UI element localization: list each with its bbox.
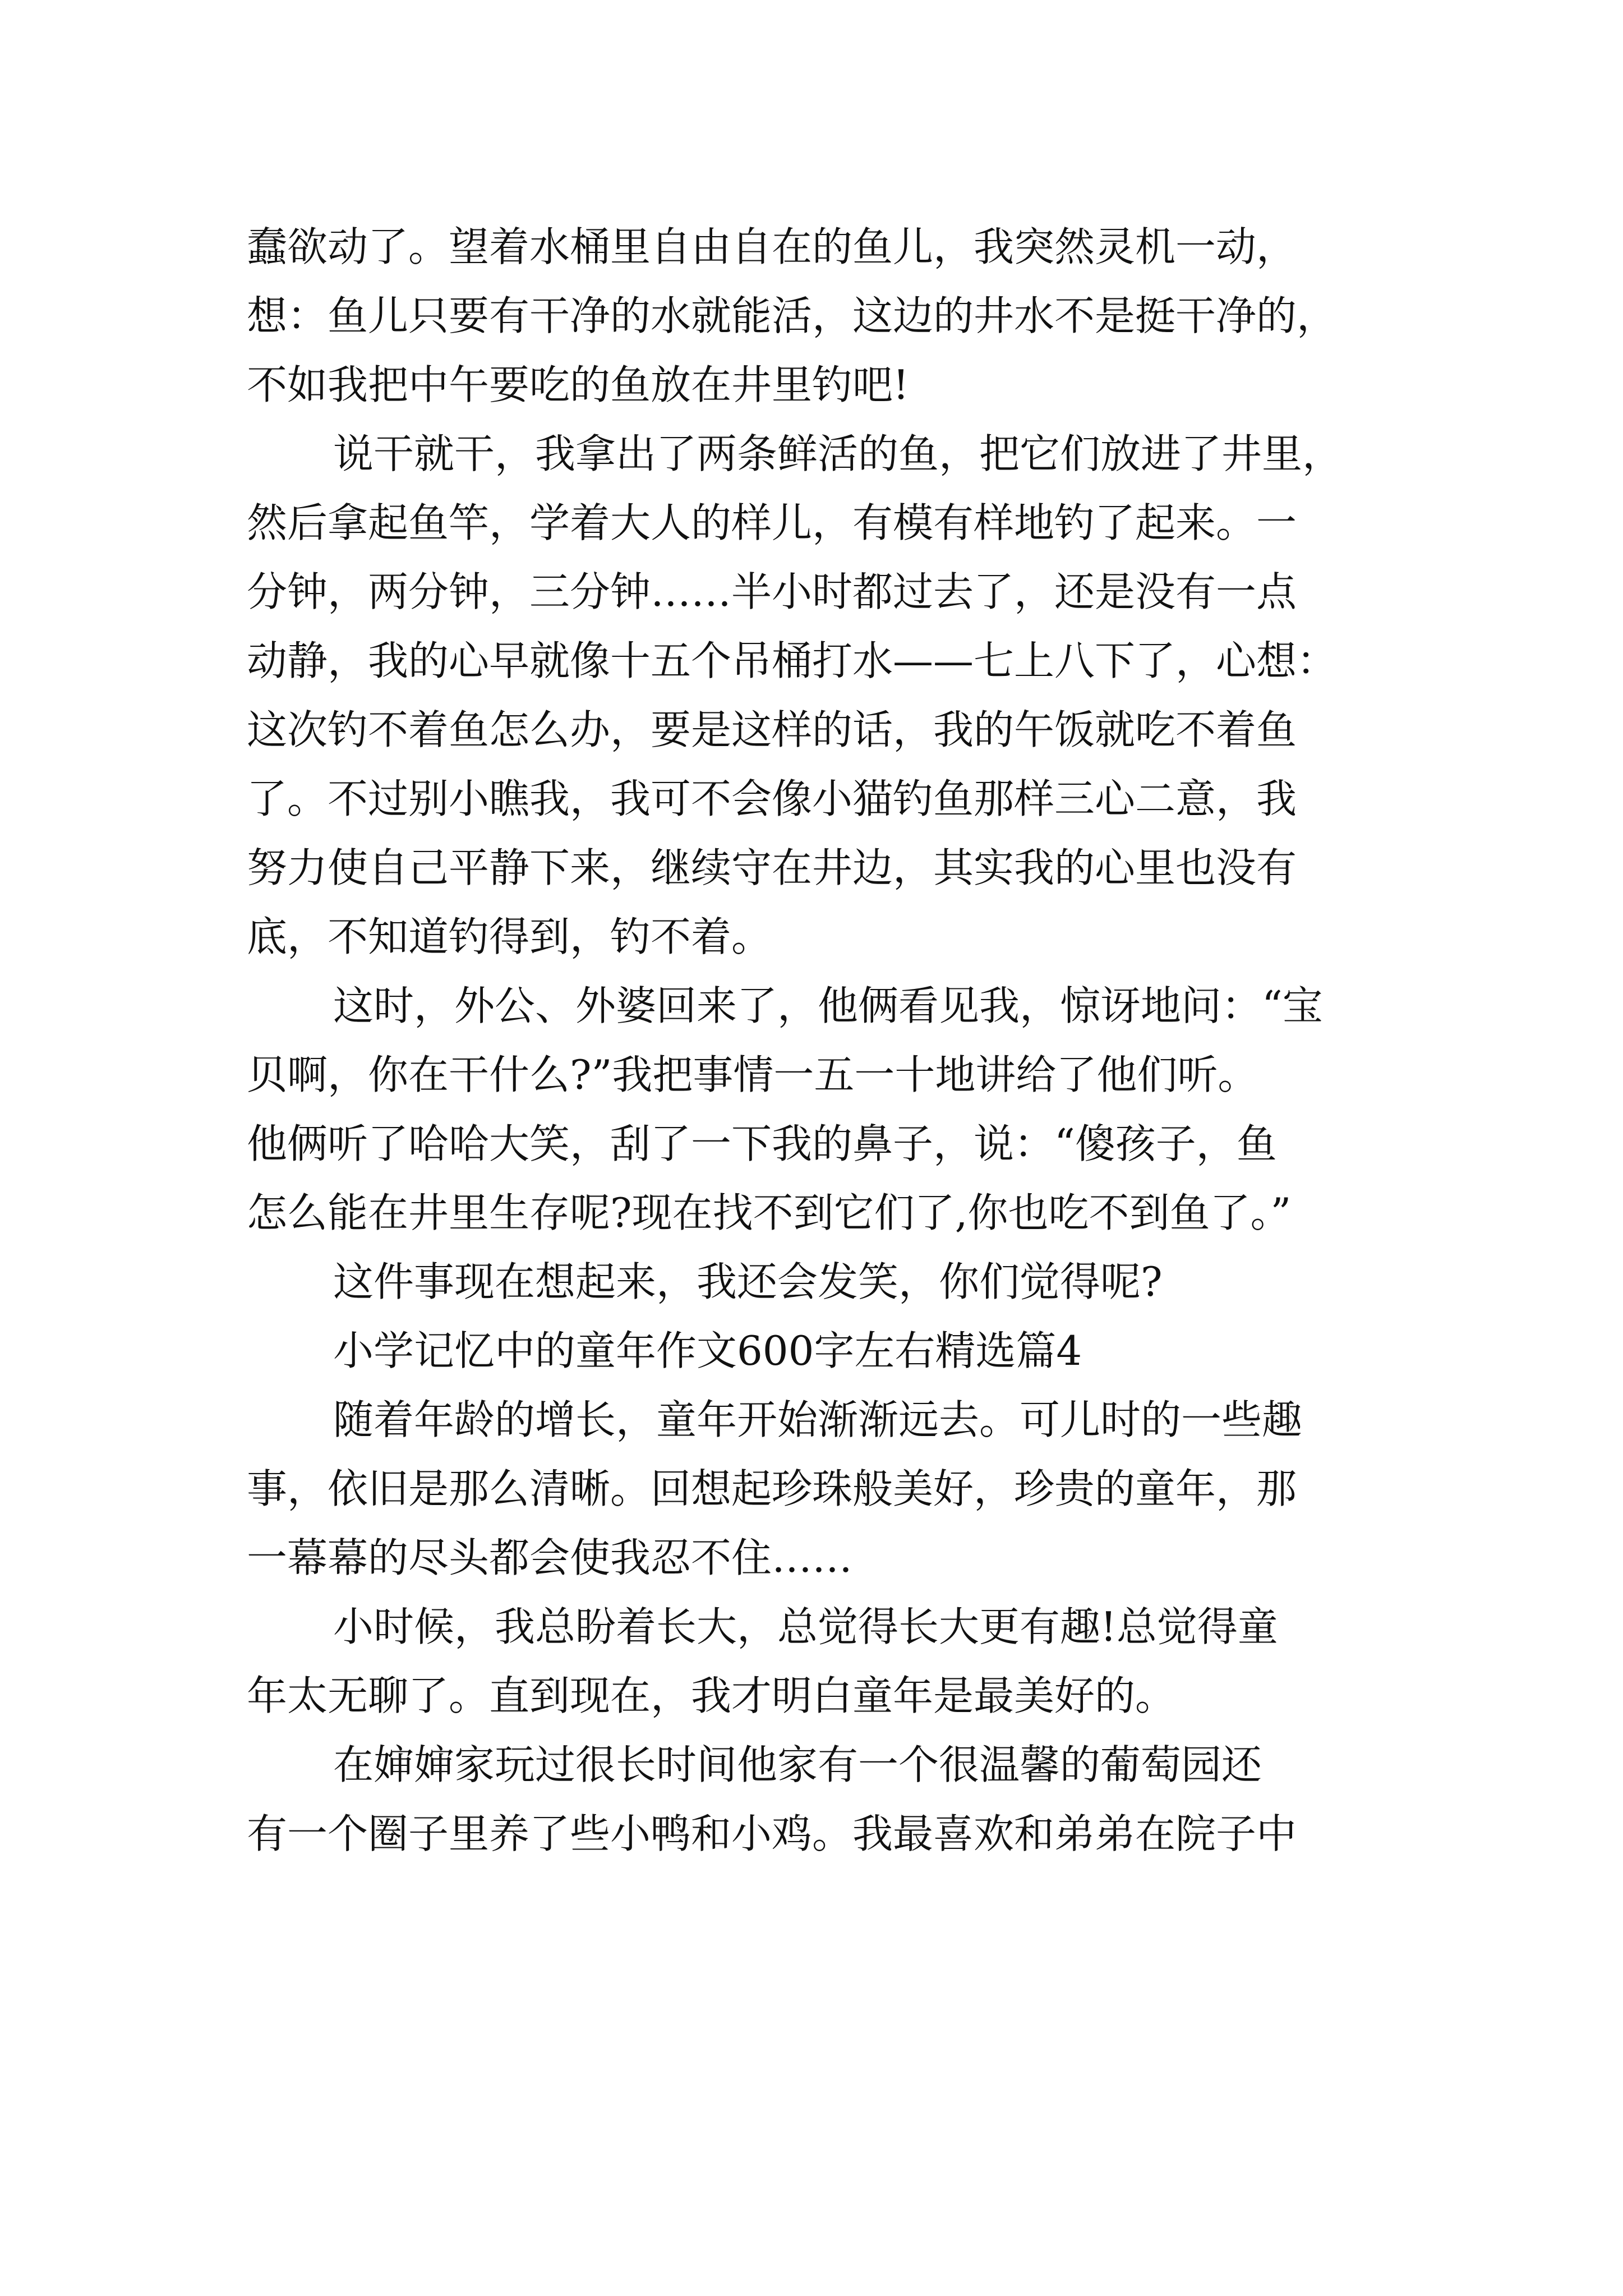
text-line: 努力使自己平静下来，继续守在井边，其实我的心里也没有 — [247, 844, 1297, 891]
text-line: 事，依旧是那么清晰。回想起珍珠般美好，珍贵的童年，那 — [247, 1465, 1297, 1512]
text-line: 蠢欲动了。望着水桶里自由自在的鱼儿，我突然灵机一动， — [247, 223, 1297, 270]
text-line: 贝啊，你在干什么?”我把事情一五一十地讲给了他们听。 — [247, 1051, 1258, 1098]
text-line: 了。不过别小瞧我，我可不会像小猫钓鱼那样三心二意，我 — [247, 775, 1297, 822]
text-line: 然后拿起鱼竿，学着大人的样儿，有模有样地钓了起来。一 — [247, 499, 1297, 546]
text-line: 想：鱼儿只要有干净的水就能活，这边的井水不是挺干净的， — [247, 292, 1338, 339]
text-line: 有一个圈子里养了些小鸭和小鸡。我最喜欢和弟弟在院子中 — [247, 1810, 1297, 1857]
text-line: 说干就干，我拿出了两条鲜活的鱼，把它们放进了井里， — [333, 430, 1343, 477]
text-line: 动静，我的心早就像十五个吊桶打水——七上八下了，心想： — [247, 637, 1338, 684]
text-line: 小时候，我总盼着长大，总觉得长大更有趣!总觉得童 — [333, 1603, 1278, 1650]
text-line: 这件事现在想起来，我还会发笑，你们觉得呢? — [333, 1258, 1163, 1305]
text-line: 怎么能在井里生存呢?现在找不到它们了,你也吃不到鱼了。” — [247, 1189, 1292, 1236]
text-line: 随着年龄的增长，童年开始渐渐远去。可儿时的一些趣 — [333, 1396, 1303, 1443]
text-line: 年太无聊了。直到现在，我才明白童年是最美好的。 — [247, 1672, 1176, 1719]
section-heading: 小学记忆中的童年作文600字左右精选篇4 — [333, 1327, 1082, 1374]
text-line: 在婶婶家玩过很长时间他家有一个很温馨的葡萄园还 — [333, 1741, 1262, 1788]
text-line: 不如我把中午要吃的鱼放在井里钓吧! — [247, 361, 909, 408]
text-line: 他俩听了哈哈大笑，刮了一下我的鼻子，说：“傻孩子，鱼 — [247, 1120, 1277, 1167]
text-line: 底，不知道钓得到，钓不着。 — [247, 913, 772, 960]
text-line: 一幕幕的尽头都会使我忍不住…… — [247, 1534, 853, 1581]
text-line: 分钟，两分钟，三分钟……半小时都过去了，还是没有一点 — [247, 568, 1297, 615]
text-line: 这次钓不着鱼怎么办，要是这样的话，我的午饭就吃不着鱼 — [247, 706, 1297, 753]
text-line: 这时，外公、外婆回来了，他俩看见我，惊讶地问：“宝 — [333, 982, 1323, 1029]
